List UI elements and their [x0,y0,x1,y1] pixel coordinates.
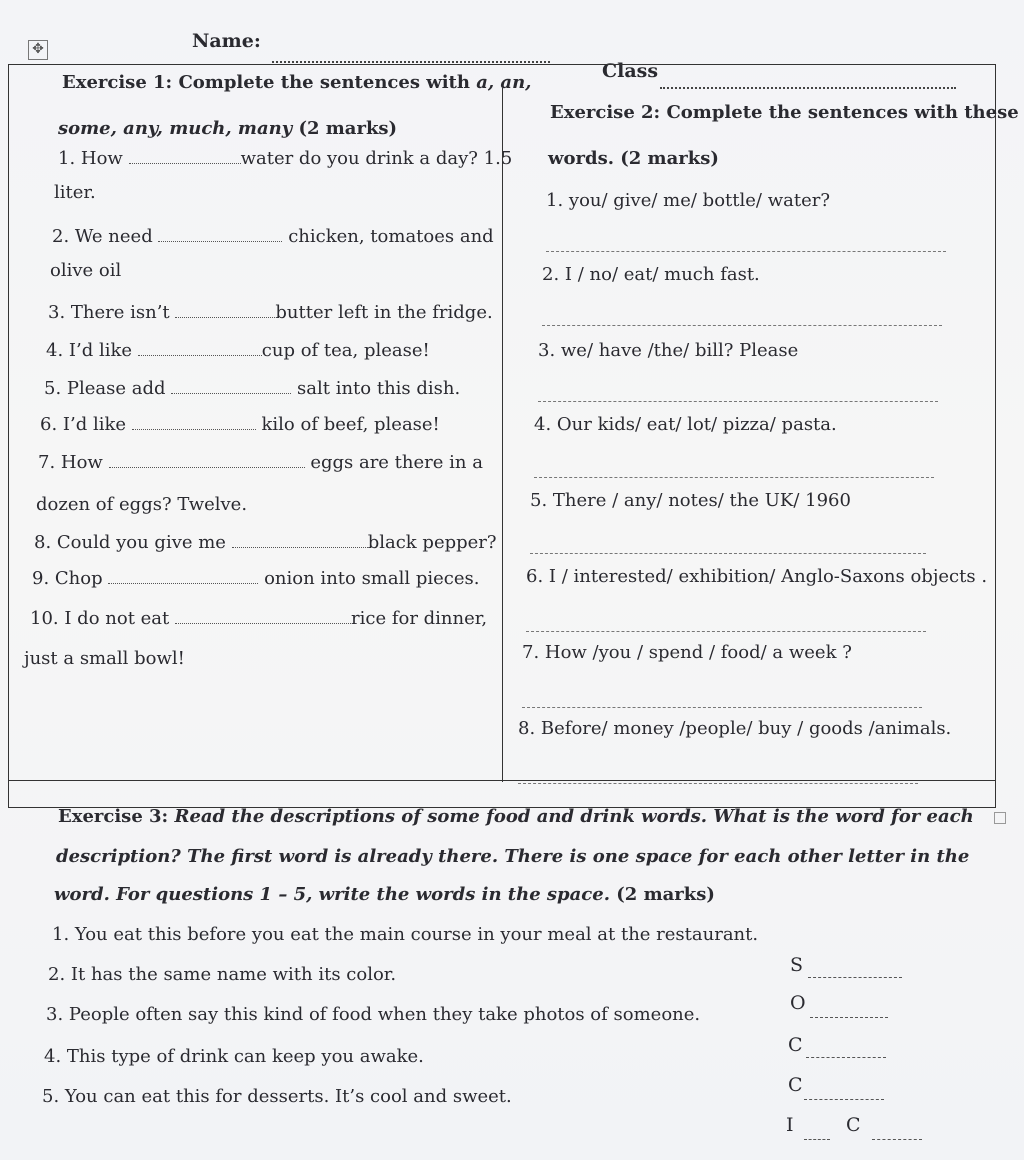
ex2-item-6: 6. I / interested/ exhibition/ Anglo-Saxons objects . [526,566,988,587]
ex3-answer-5b[interactable] [872,1138,922,1140]
ex1-item-10-cont: just a small bowl! [24,648,185,669]
ex1-title-line2: some, any, much, many (2 marks) [58,118,398,139]
ex2-title: Exercise 2: Complete the sentences with these [550,102,1019,123]
ex2-answer-line-3[interactable] [538,400,938,402]
ex1-item-6: 6. I’d like kilo of beef, please! [40,414,440,435]
ex3-letter-2: O [790,992,806,1014]
ex3-title-line3: word. For questions 1 – 5, write the words in the space. (2 marks) [54,884,715,905]
ex3-answer-5a[interactable] [804,1138,830,1140]
ex3-item-3: 3. People often say this kind of food when they take photos of someone. [46,1004,701,1025]
ex3-letter-4: C [788,1074,803,1096]
ex1-item-1: 1. How water do you drink a day? 1.5 [58,148,513,169]
ex2-item-2: 2. I / no/ eat/ much fast. [542,264,760,285]
table-resize-handle-icon[interactable] [994,812,1006,824]
ex3-letter-1: S [790,954,804,976]
ex1-item-1-cont: liter. [54,182,96,203]
ex2-item-5: 5. There / any/ notes/ the UK/ 1960 [530,490,851,511]
class-label: Class [602,60,659,82]
ex1-item-2: 2. We need chicken, tomatoes and [52,226,494,247]
ex2-answer-line-5[interactable] [530,552,926,554]
ex2-answer-line-8[interactable] [518,782,918,784]
ex2-answer-line-7[interactable] [522,706,922,708]
ex1-item-4: 4. I’d like cup of tea, please! [46,340,430,361]
ex2-answer-line-2[interactable] [542,324,942,326]
ex2-answer-line-6[interactable] [526,630,926,632]
ex3-answer-2[interactable] [810,1016,888,1018]
ex3-answer-1[interactable] [808,976,902,978]
ex3-answer-3[interactable] [806,1056,886,1058]
ex3-item-5: 5. You can eat this for desserts. It’s cool and sweet. [42,1086,512,1107]
ex1-item-3: 3. There isn’t butter left in the fridge. [48,302,493,323]
ex2-item-8: 8. Before/ money /people/ buy / goods /animals. [518,718,952,739]
ex2-item-4: 4. Our kids/ eat/ lot/ pizza/ pasta. [534,414,837,435]
ex3-letter-5b: C [846,1114,861,1136]
ex1-title: Exercise 1: Complete the sentences with a, an, [62,72,532,93]
ex1-item-9: 9. Chop onion into small pieces. [32,568,480,589]
name-line [272,60,550,63]
ex1-item-7: 7. How eggs are there in a [38,452,483,473]
ex3-item-1: 1. You eat this before you eat the main course in your meal at the restaurant. [52,924,759,945]
table-divider [502,88,503,782]
ex2-item-7: 7. How /you / spend / food/ a week ? [522,642,852,663]
ex3-letter-5: I [786,1114,794,1136]
ex2-title-line2: words. (2 marks) [548,148,719,169]
ex3-title: Exercise 3: Read the descriptions of some food and drink words. What is the word for each [58,806,974,827]
name-label: Name: [192,30,261,52]
ex3-item-4: 4. This type of drink can keep you awake. [44,1046,424,1067]
table-move-handle-icon[interactable]: ✥ [28,40,48,60]
table-bottom-row [8,780,996,781]
ex3-answer-4[interactable] [804,1098,884,1100]
ex3-title-line2: description? The first word is already there. There is one space for each other letter in the [56,846,970,867]
ex2-answer-line-1[interactable] [546,250,946,252]
ex1-item-10: 10. I do not eat rice for dinner, [30,608,488,629]
ex3-item-2: 2. It has the same name with its color. [48,964,397,985]
ex1-item-8: 8. Could you give me black pepper? [34,532,497,553]
ex2-answer-line-4[interactable] [534,476,934,478]
ex2-item-1: 1. you/ give/ me/ bottle/ water? [546,190,830,211]
ex3-letter-3: C [788,1034,803,1056]
ex1-item-5: 5. Please add salt into this dish. [44,378,461,399]
ex1-item-7-cont: dozen of eggs? Twelve. [36,494,248,515]
ex2-item-3: 3. we/ have /the/ bill? Please [538,340,799,361]
ex1-item-2-cont: olive oil [50,260,122,281]
